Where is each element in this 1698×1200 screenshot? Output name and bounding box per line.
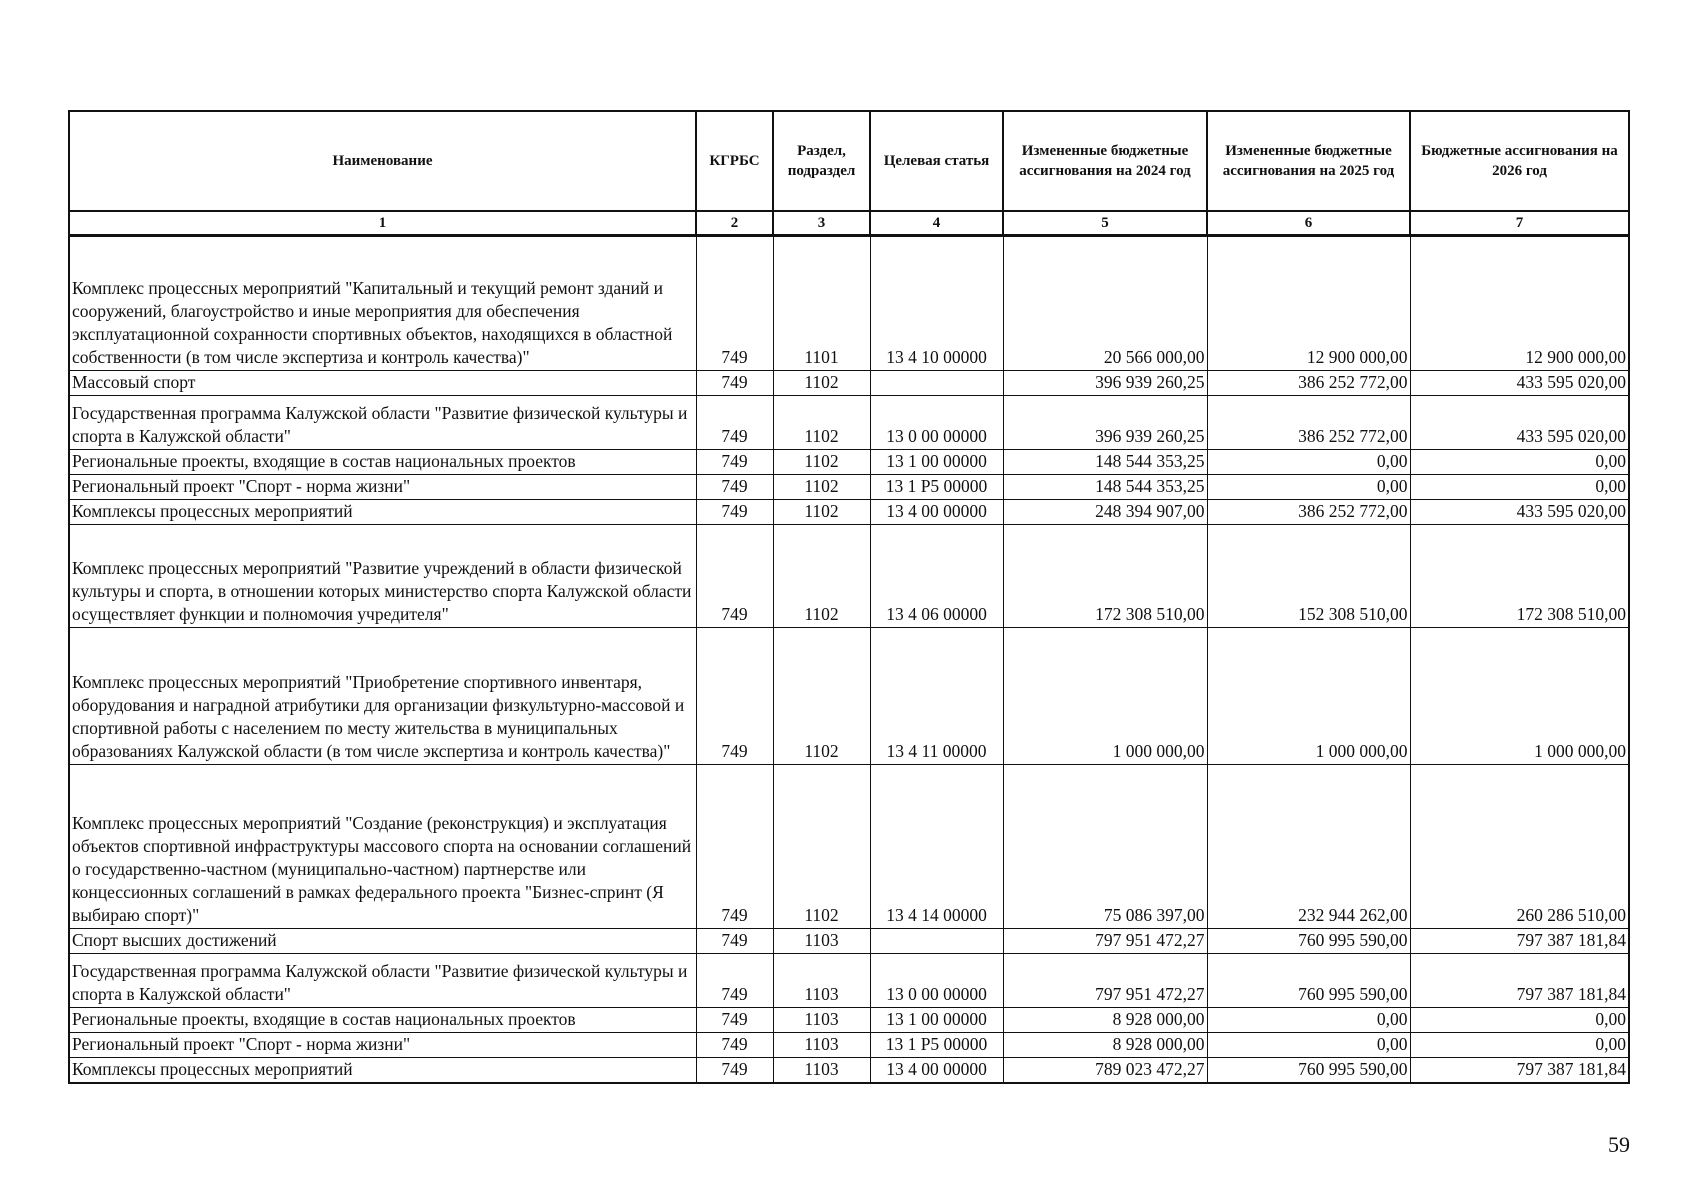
row-name: Региональный проект "Спорт - норма жизни" xyxy=(69,475,696,500)
row-2025: 0,00 xyxy=(1207,450,1410,475)
row-2024: 396 939 260,25 xyxy=(1003,371,1207,396)
row-2024: 172 308 510,00 xyxy=(1003,525,1207,628)
row-kgrbs: 749 xyxy=(696,500,773,525)
column-number: 4 xyxy=(870,211,1003,236)
row-name: Комплексы процессных мероприятий xyxy=(69,500,696,525)
row-2025: 760 995 590,00 xyxy=(1207,1058,1410,1084)
row-2026: 797 387 181,84 xyxy=(1410,929,1629,954)
row-section: 1102 xyxy=(773,628,870,765)
table-row xyxy=(69,396,1629,450)
row-target: 13 1 00 00000 xyxy=(870,450,1003,475)
column-number-row xyxy=(69,211,1629,236)
budget-table xyxy=(68,110,1630,1084)
row-kgrbs: 749 xyxy=(696,475,773,500)
table-row xyxy=(69,765,1629,929)
row-kgrbs: 749 xyxy=(696,396,773,450)
table-row xyxy=(69,954,1629,1008)
row-section: 1103 xyxy=(773,954,870,1008)
row-target xyxy=(870,371,1003,396)
row-name: Комплекс процессных мероприятий "Приобретение спортивного инвентаря, оборудования и наградной атрибутики для организации физкультурно-массовой и спортивной работы с населением по месту жительства в муниципальных образованиях Калужской области (в том числе экспертиза и контроль качества)" xyxy=(69,628,696,765)
row-2024: 797 951 472,27 xyxy=(1003,929,1207,954)
row-2026: 0,00 xyxy=(1410,1008,1629,1033)
row-2024: 20 566 000,00 xyxy=(1003,236,1207,371)
row-section: 1102 xyxy=(773,500,870,525)
table-row xyxy=(69,525,1629,628)
row-name: Региональные проекты, входящие в состав национальных проектов xyxy=(69,1008,696,1033)
row-2024: 8 928 000,00 xyxy=(1003,1008,1207,1033)
row-name: Региональный проект "Спорт - норма жизни" xyxy=(69,1033,696,1058)
table-row xyxy=(69,1008,1629,1033)
row-2024: 1 000 000,00 xyxy=(1003,628,1207,765)
table-row xyxy=(69,500,1629,525)
row-2024: 248 394 907,00 xyxy=(1003,500,1207,525)
row-2026: 433 595 020,00 xyxy=(1410,500,1629,525)
table-row xyxy=(69,371,1629,396)
row-2025: 760 995 590,00 xyxy=(1207,929,1410,954)
row-name: Комплекс процессных мероприятий "Развитие учреждений в области физической культуры и спорта, в отношении которых министерство спорта Калужской области осуществляет функции и полномочия учредителя" xyxy=(69,525,696,628)
row-section: 1102 xyxy=(773,525,870,628)
row-2024: 797 951 472,27 xyxy=(1003,954,1207,1008)
header-target: Целевая статья xyxy=(870,111,1003,211)
header-kgrbs: КГРБС xyxy=(696,111,773,211)
row-name: Комплекс процессных мероприятий "Создание (реконструкция) и эксплуатация объектов спортивной инфраструктуры массового спорта на основании соглашений о государственно-частном (муниципально-частном) партнерстве или концессионных соглашений в рамках федерального проекта "Бизнес-спринт (Я выбираю спорт)" xyxy=(69,765,696,929)
column-number: 2 xyxy=(696,211,773,236)
row-target: 13 4 00 00000 xyxy=(870,1058,1003,1084)
row-2025: 0,00 xyxy=(1207,1008,1410,1033)
row-target: 13 4 10 00000 xyxy=(870,236,1003,371)
table-row xyxy=(69,475,1629,500)
row-name: Комплекс процессных мероприятий "Капитальный и текущий ремонт зданий и сооружений, благоустройство и иные мероприятия для обеспечения эксплуатационной сохранности спортивных объектов, находящихся в областной собственности (в том числе экспертиза и контроль качества)" xyxy=(69,236,696,371)
table-row xyxy=(69,929,1629,954)
row-2025: 386 252 772,00 xyxy=(1207,396,1410,450)
row-2025: 152 308 510,00 xyxy=(1207,525,1410,628)
row-2026: 260 286 510,00 xyxy=(1410,765,1629,929)
table-row xyxy=(69,450,1629,475)
row-2026: 797 387 181,84 xyxy=(1410,1058,1629,1084)
row-kgrbs: 749 xyxy=(696,371,773,396)
column-number: 7 xyxy=(1410,211,1629,236)
row-section: 1102 xyxy=(773,450,870,475)
header-2024: Измененные бюджетные ассигнования на 2024 год xyxy=(1003,111,1207,211)
row-2024: 396 939 260,25 xyxy=(1003,396,1207,450)
row-section: 1103 xyxy=(773,1033,870,1058)
page-number: 59 xyxy=(1608,1132,1630,1157)
row-2025: 1 000 000,00 xyxy=(1207,628,1410,765)
table-row xyxy=(69,628,1629,765)
table-row xyxy=(69,1033,1629,1058)
row-kgrbs: 749 xyxy=(696,929,773,954)
row-target: 13 0 00 00000 xyxy=(870,396,1003,450)
row-2024: 8 928 000,00 xyxy=(1003,1033,1207,1058)
row-section: 1102 xyxy=(773,765,870,929)
row-name: Спорт высших достижений xyxy=(69,929,696,954)
row-2025: 386 252 772,00 xyxy=(1207,371,1410,396)
column-number: 6 xyxy=(1207,211,1410,236)
table-row xyxy=(69,236,1629,371)
row-name: Государственная программа Калужской области "Развитие физической культуры и спорта в Калужской области" xyxy=(69,396,696,450)
row-2025: 0,00 xyxy=(1207,475,1410,500)
row-2025: 12 900 000,00 xyxy=(1207,236,1410,371)
row-2025: 232 944 262,00 xyxy=(1207,765,1410,929)
row-2024: 75 086 397,00 xyxy=(1003,765,1207,929)
row-2024: 148 544 353,25 xyxy=(1003,450,1207,475)
row-2026: 1 000 000,00 xyxy=(1410,628,1629,765)
row-target xyxy=(870,929,1003,954)
row-kgrbs: 749 xyxy=(696,450,773,475)
column-number: 1 xyxy=(69,211,696,236)
row-kgrbs: 749 xyxy=(696,765,773,929)
row-target: 13 0 00 00000 xyxy=(870,954,1003,1008)
row-kgrbs: 749 xyxy=(696,1008,773,1033)
row-kgrbs: 749 xyxy=(696,236,773,371)
row-name: Массовый спорт xyxy=(69,371,696,396)
row-section: 1103 xyxy=(773,929,870,954)
row-target: 13 1 P5 00000 xyxy=(870,475,1003,500)
column-number: 3 xyxy=(773,211,870,236)
row-2024: 148 544 353,25 xyxy=(1003,475,1207,500)
row-2026: 0,00 xyxy=(1410,475,1629,500)
row-target: 13 4 00 00000 xyxy=(870,500,1003,525)
row-2025: 386 252 772,00 xyxy=(1207,500,1410,525)
row-name: Комплексы процессных мероприятий xyxy=(69,1058,696,1084)
column-number: 5 xyxy=(1003,211,1207,236)
header-2026: Бюджетные ассигнования на 2026 год xyxy=(1410,111,1629,211)
row-section: 1102 xyxy=(773,396,870,450)
row-2026: 433 595 020,00 xyxy=(1410,371,1629,396)
header-name: Наименование xyxy=(69,111,696,211)
row-2024: 789 023 472,27 xyxy=(1003,1058,1207,1084)
row-2026: 797 387 181,84 xyxy=(1410,954,1629,1008)
row-2026: 172 308 510,00 xyxy=(1410,525,1629,628)
row-target: 13 4 06 00000 xyxy=(870,525,1003,628)
row-2026: 433 595 020,00 xyxy=(1410,396,1629,450)
row-2026: 12 900 000,00 xyxy=(1410,236,1629,371)
row-2025: 760 995 590,00 xyxy=(1207,954,1410,1008)
row-section: 1101 xyxy=(773,236,870,371)
row-target: 13 1 P5 00000 xyxy=(870,1033,1003,1058)
budget-table-container xyxy=(68,110,1628,1084)
row-section: 1102 xyxy=(773,371,870,396)
row-2025: 0,00 xyxy=(1207,1033,1410,1058)
row-2026: 0,00 xyxy=(1410,450,1629,475)
row-section: 1102 xyxy=(773,475,870,500)
row-2026: 0,00 xyxy=(1410,1033,1629,1058)
row-section: 1103 xyxy=(773,1008,870,1033)
row-target: 13 4 14 00000 xyxy=(870,765,1003,929)
table-header-row xyxy=(69,111,1629,211)
row-kgrbs: 749 xyxy=(696,1033,773,1058)
header-2025: Измененные бюджетные ассигнования на 2025 год xyxy=(1207,111,1410,211)
row-kgrbs: 749 xyxy=(696,954,773,1008)
header-section: Раздел, подраздел xyxy=(773,111,870,211)
row-kgrbs: 749 xyxy=(696,525,773,628)
row-target: 13 4 11 00000 xyxy=(870,628,1003,765)
row-kgrbs: 749 xyxy=(696,628,773,765)
table-row xyxy=(69,1058,1629,1084)
row-section: 1103 xyxy=(773,1058,870,1084)
row-target: 13 1 00 00000 xyxy=(870,1008,1003,1033)
row-kgrbs: 749 xyxy=(696,1058,773,1084)
row-name: Региональные проекты, входящие в состав национальных проектов xyxy=(69,450,696,475)
row-name: Государственная программа Калужской области "Развитие физической культуры и спорта в Калужской области" xyxy=(69,954,696,1008)
